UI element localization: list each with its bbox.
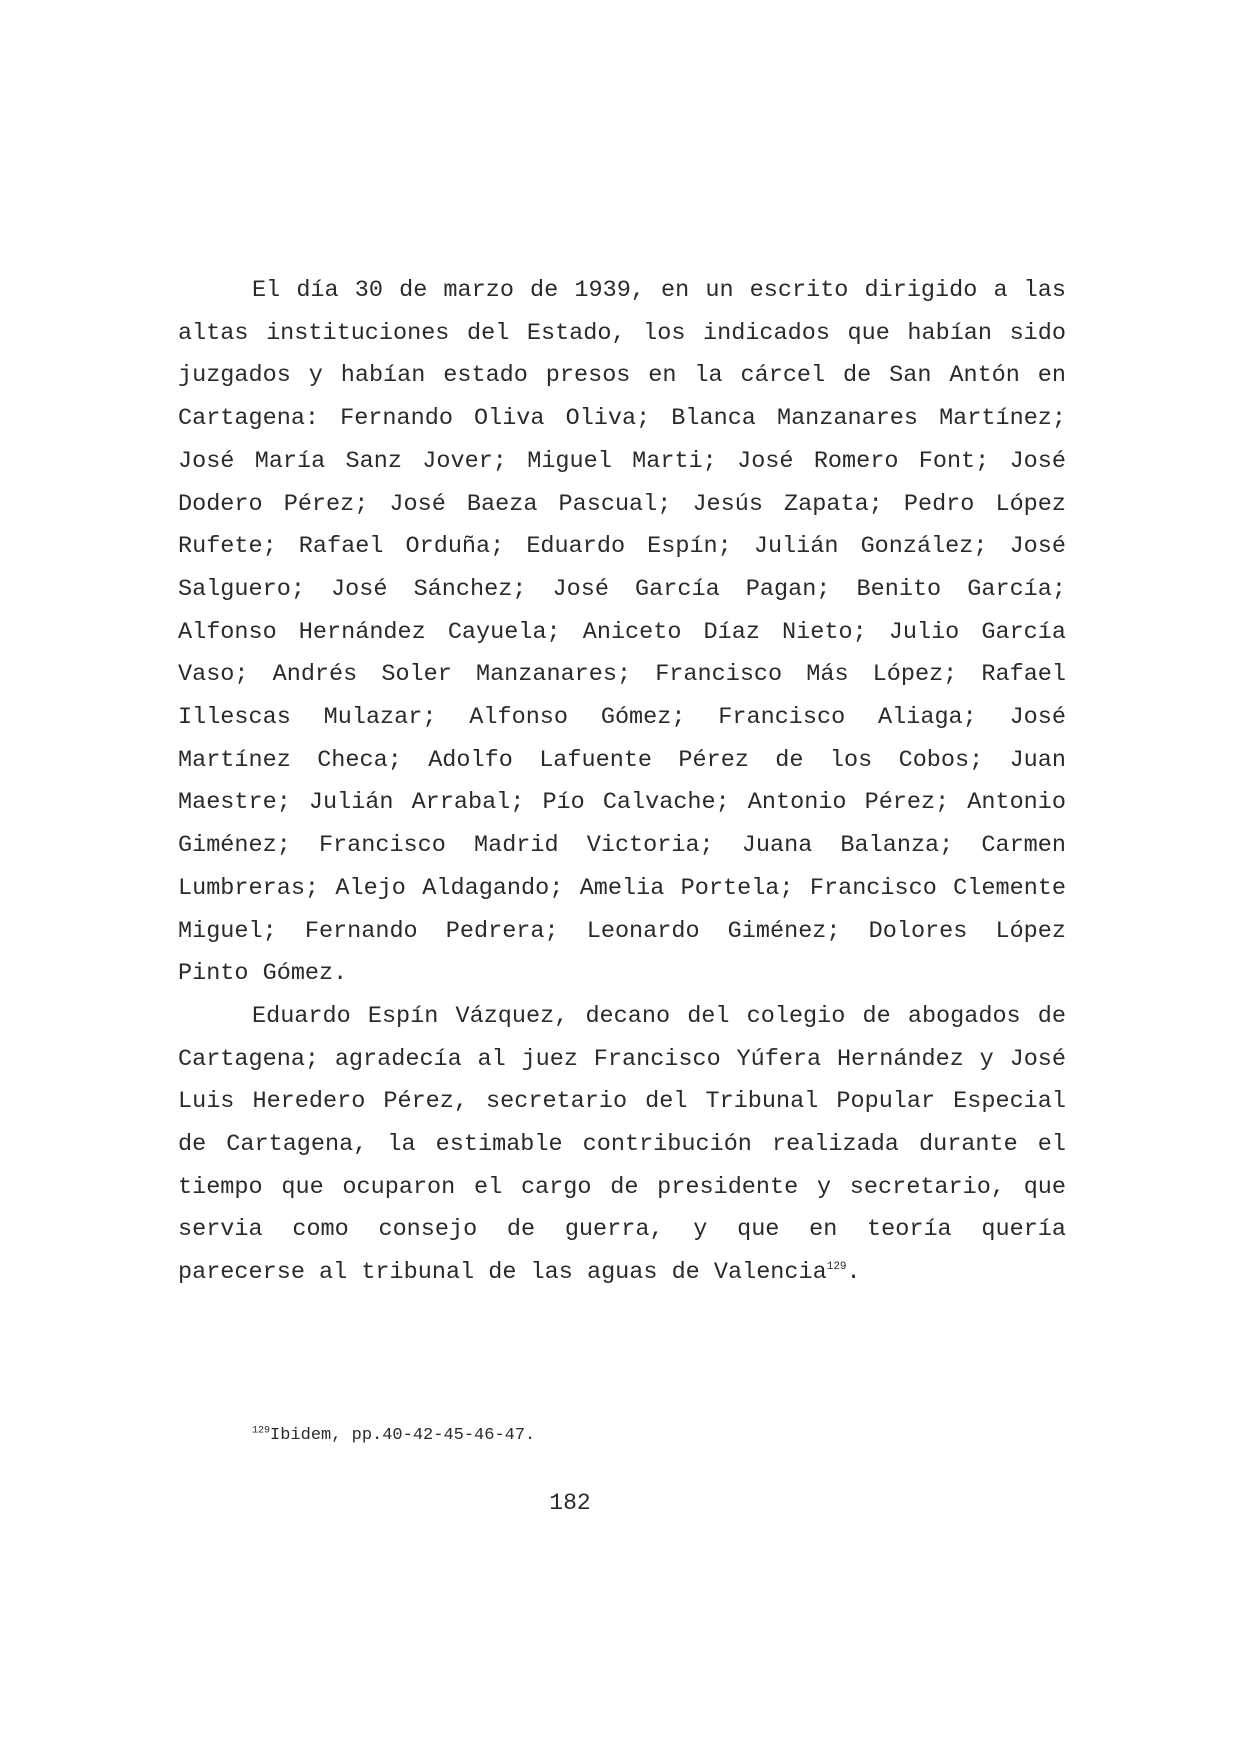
paragraph-2-text: Eduardo Espín Vázquez, decano del colegio de abogados de Cartagena; agradecía al juez Francisco Yúfera Hernández y José Luis Heredero Pérez, secretario del Tribunal Popular Especial de Cartagena, la estimable contribución realizada durante el tiempo que ocuparon el cargo de presidente y secretario, que servia como consejo de guerra, y que en teoría quería parecerse al tribunal de las aguas de Valencia bbox=[178, 1002, 1066, 1287]
footnote-number: 129 bbox=[252, 1425, 271, 1437]
footnote bbox=[252, 1424, 1012, 1448]
footnote-text: Ibidem, pp.40-42-45-46-47. bbox=[270, 1426, 536, 1445]
page-number: 182 bbox=[549, 1490, 591, 1516]
footnote-reference[interactable]: 129 bbox=[826, 1261, 847, 1274]
paragraph-2 bbox=[178, 996, 1066, 1295]
paragraph-2-end: . bbox=[846, 1259, 861, 1287]
paragraph-1-text: El día 30 de marzo de 1939, en un escrito dirigido a las altas instituciones del Estado, los indicados que habían sido juzgados y habían estado presos en la cárcel de San Antón en Cartagena: Fernando Oliva Oliva; Blanca Manzanares Martínez; José María Sanz Jover; Miguel Marti; José Romero Font; José Dodero Pérez; José Baeza Pascual; Jesús Zapata; Pedro López Rufete; Rafael Orduña; Eduardo Espín; Julián González; José Salguero; José Sánchez; José García Pagan; Benito García; Alfonso Hernández Cayuela; Aniceto Díaz Nieto; Julio García Vaso; Andrés Soler Manzanares; Francisco Más López; Rafael Illescas Mulazar; Alfonso Gómez; Francisco Aliaga; José Martínez Checa; Adolfo Lafuente Pérez de los Cobos; Juan Maestre; Julián Arrabal; Pío Calvache; Antonio Pérez; Antonio Giménez; Francisco Madrid Victoria; Juana Balanza; Carmen Lumbreras; Alejo Aldagando; Amelia Portela; Francisco Clemente Miguel; Fernando Pedrera; Leonardo Giménez; Dolores López Pinto Gómez. bbox=[178, 277, 1066, 988]
body-text bbox=[178, 270, 1066, 1295]
paragraph-1 bbox=[178, 270, 1066, 996]
